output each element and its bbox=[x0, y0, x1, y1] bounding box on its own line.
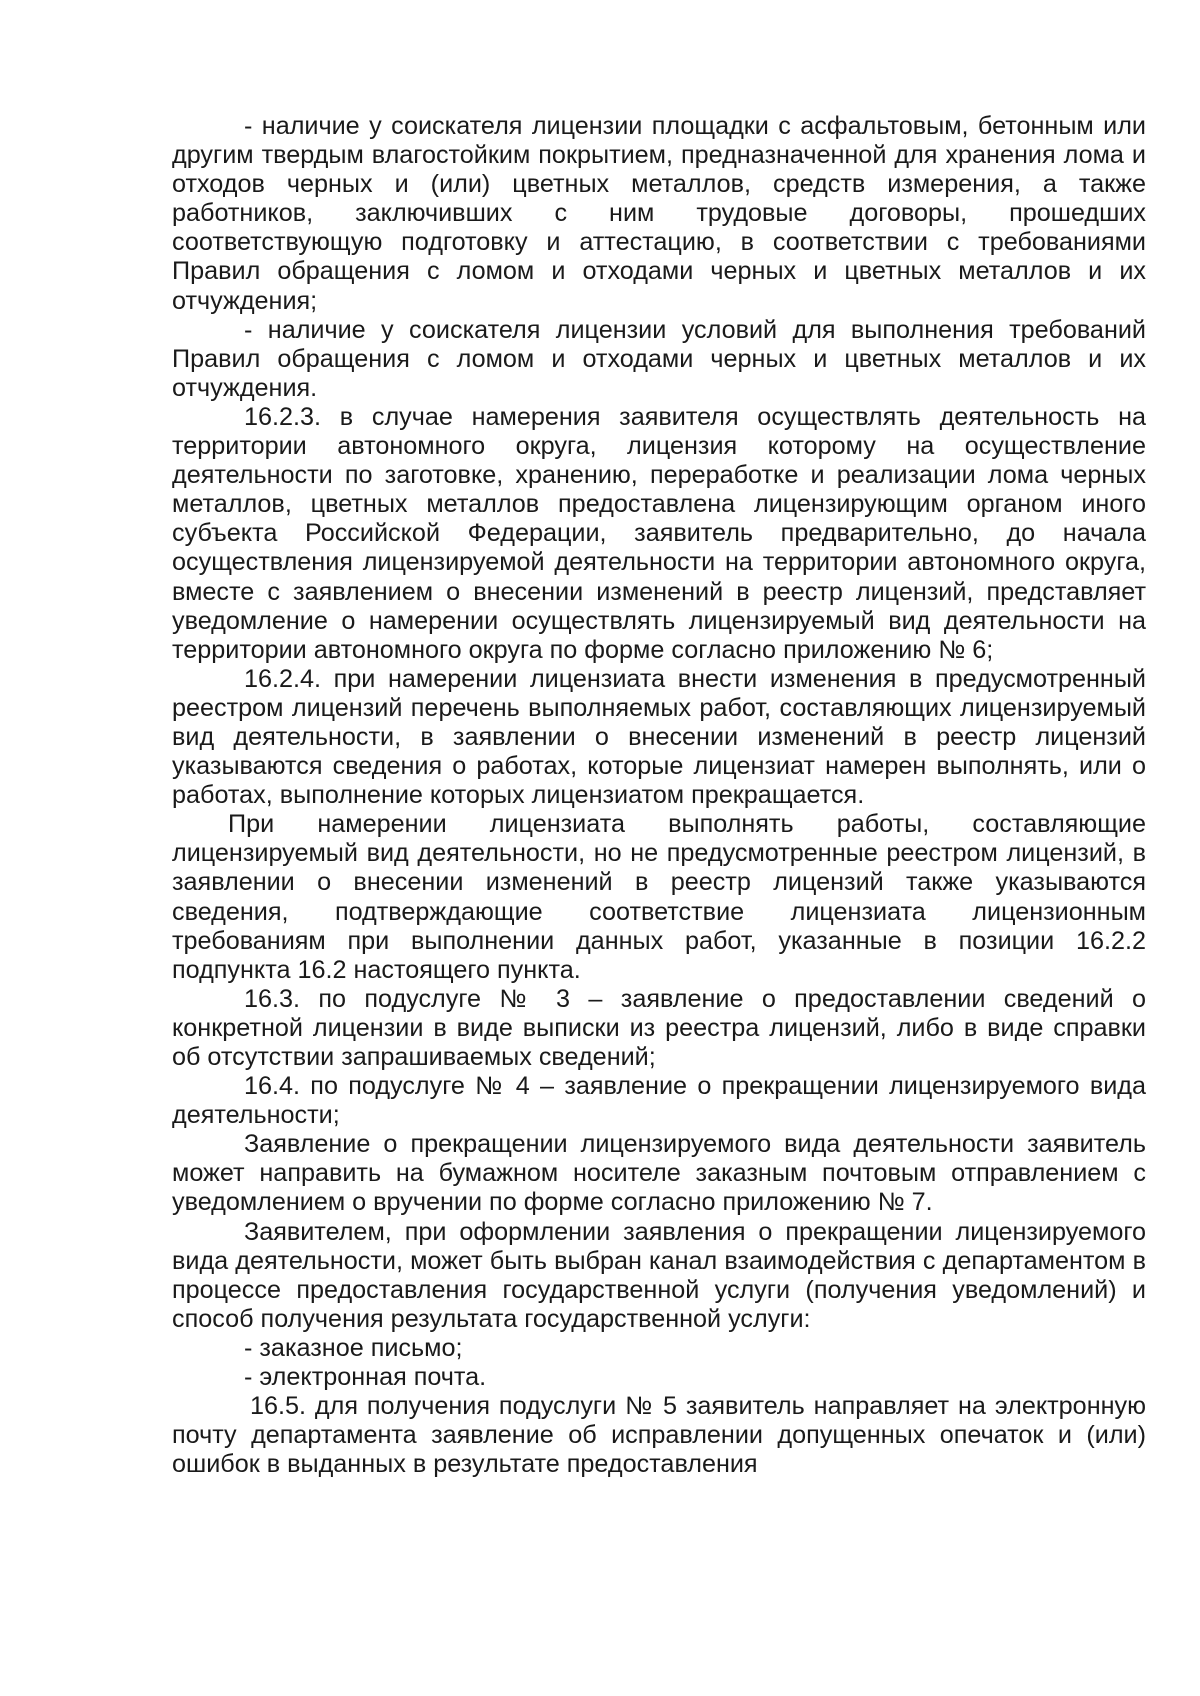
list-item-registered-letter: - заказное письмо; bbox=[244, 1333, 463, 1362]
paragraph-16-2-3: 16.2.3. в случае намерения заявителя осуществлять деятельность на территории автономного округа, лицензия которому на осуществление деятельности по заготовке, хранению, переработке и реализации лома черных металлов, цветных металлов предоставлена лицензирующим органом иного субъекта Российской Федерации, заявитель предварительно, до начала осуществления лицензируемой деятельности на территории автономного округа, вместе с заявлением о внесении изменений в реестр лицензий, представляет уведомление о намерении осуществлять лицензируемый вид деятельности на территории автономного округа по форме согласно приложению № 6; bbox=[172, 402, 1146, 664]
paragraph-termination-application: Заявление о прекращении лицензируемого вида деятельности заявитель может направить на бумажном носителе заказным почтовым отправлением с уведомлением о вручении по форме согласно приложению № 7. bbox=[172, 1130, 1146, 1217]
paragraph-16-2-4: 16.2.4. при намерении лицензиата внести изменения в предусмотренный реестром лицензий перечень выполняемых работ, составляющих лицензируемый вид деятельности, в заявлении о внесении изменений в реестр лицензий указываются сведения о работах, которые лицензиат намерен выполнять, или о работах, выполнение которых лицензиатом прекращается. bbox=[172, 664, 1146, 810]
paragraph-interaction-channel: Заявителем, при оформлении заявления о прекращении лицензируемого вида деятельности, может быть выбран канал взаимодействия с департаментом в процессе предоставления государственной услуги (получения уведомлений) и способ получения результата государственной услуги: bbox=[172, 1217, 1146, 1333]
paragraph-16-5: 16.5. для получения подуслуги № 5 заявитель направляет на электронную почту департамента заявление об исправлении допущенных опечаток и (или) ошибок в выданных в результате предоставления bbox=[172, 1392, 1146, 1479]
paragraph-conditions-requirement: - наличие у соискателя лицензии условий для выполнения требований Правил обращения с ломом и отходами черных и цветных металлов и их отчуждения. bbox=[172, 315, 1146, 402]
list-item-email: - электронная почта. bbox=[244, 1363, 487, 1392]
paragraph-works-intent: При намерении лицензиата выполнять работы, составляющие лицензируемый вид деятельности, но не предусмотренные реестром лицензий, в заявлении о внесении изменений в реестр лицензий также указываются сведения, подтверждающие соответствие лицензиата лицензионным требованиям при выполнении данных работ, указанные в позиции 16.2.2 подпункта 16.2 настоящего пункта. bbox=[172, 810, 1146, 984]
paragraph-16-4: 16.4. по подуслуге № 4 – заявление о прекращении лицензируемого вида деятельности; bbox=[172, 1072, 1146, 1130]
document-page bbox=[172, 112, 1146, 1479]
paragraph-16-3: 16.3. по подуслуге № 3 – заявление о предоставлении сведений о конкретной лицензии в виде выписки из реестра лицензий, либо в виде справки об отсутствии запрашиваемых сведений; bbox=[172, 984, 1146, 1071]
paragraph-site-requirement: - наличие у соискателя лицензии площадки с асфальтовым, бетонным или другим твердым влагостойким покрытием, предназначенной для хранения лома и отходов черных и (или) цветных металлов, средств измерения, а также работников, заключивших с ним трудовые договоры, прошедших соответствующую подготовку и аттестацию, в соответствии с требованиями Правил обращения с ломом и отходами черных и цветных металлов и их отчуждения; bbox=[172, 112, 1146, 315]
